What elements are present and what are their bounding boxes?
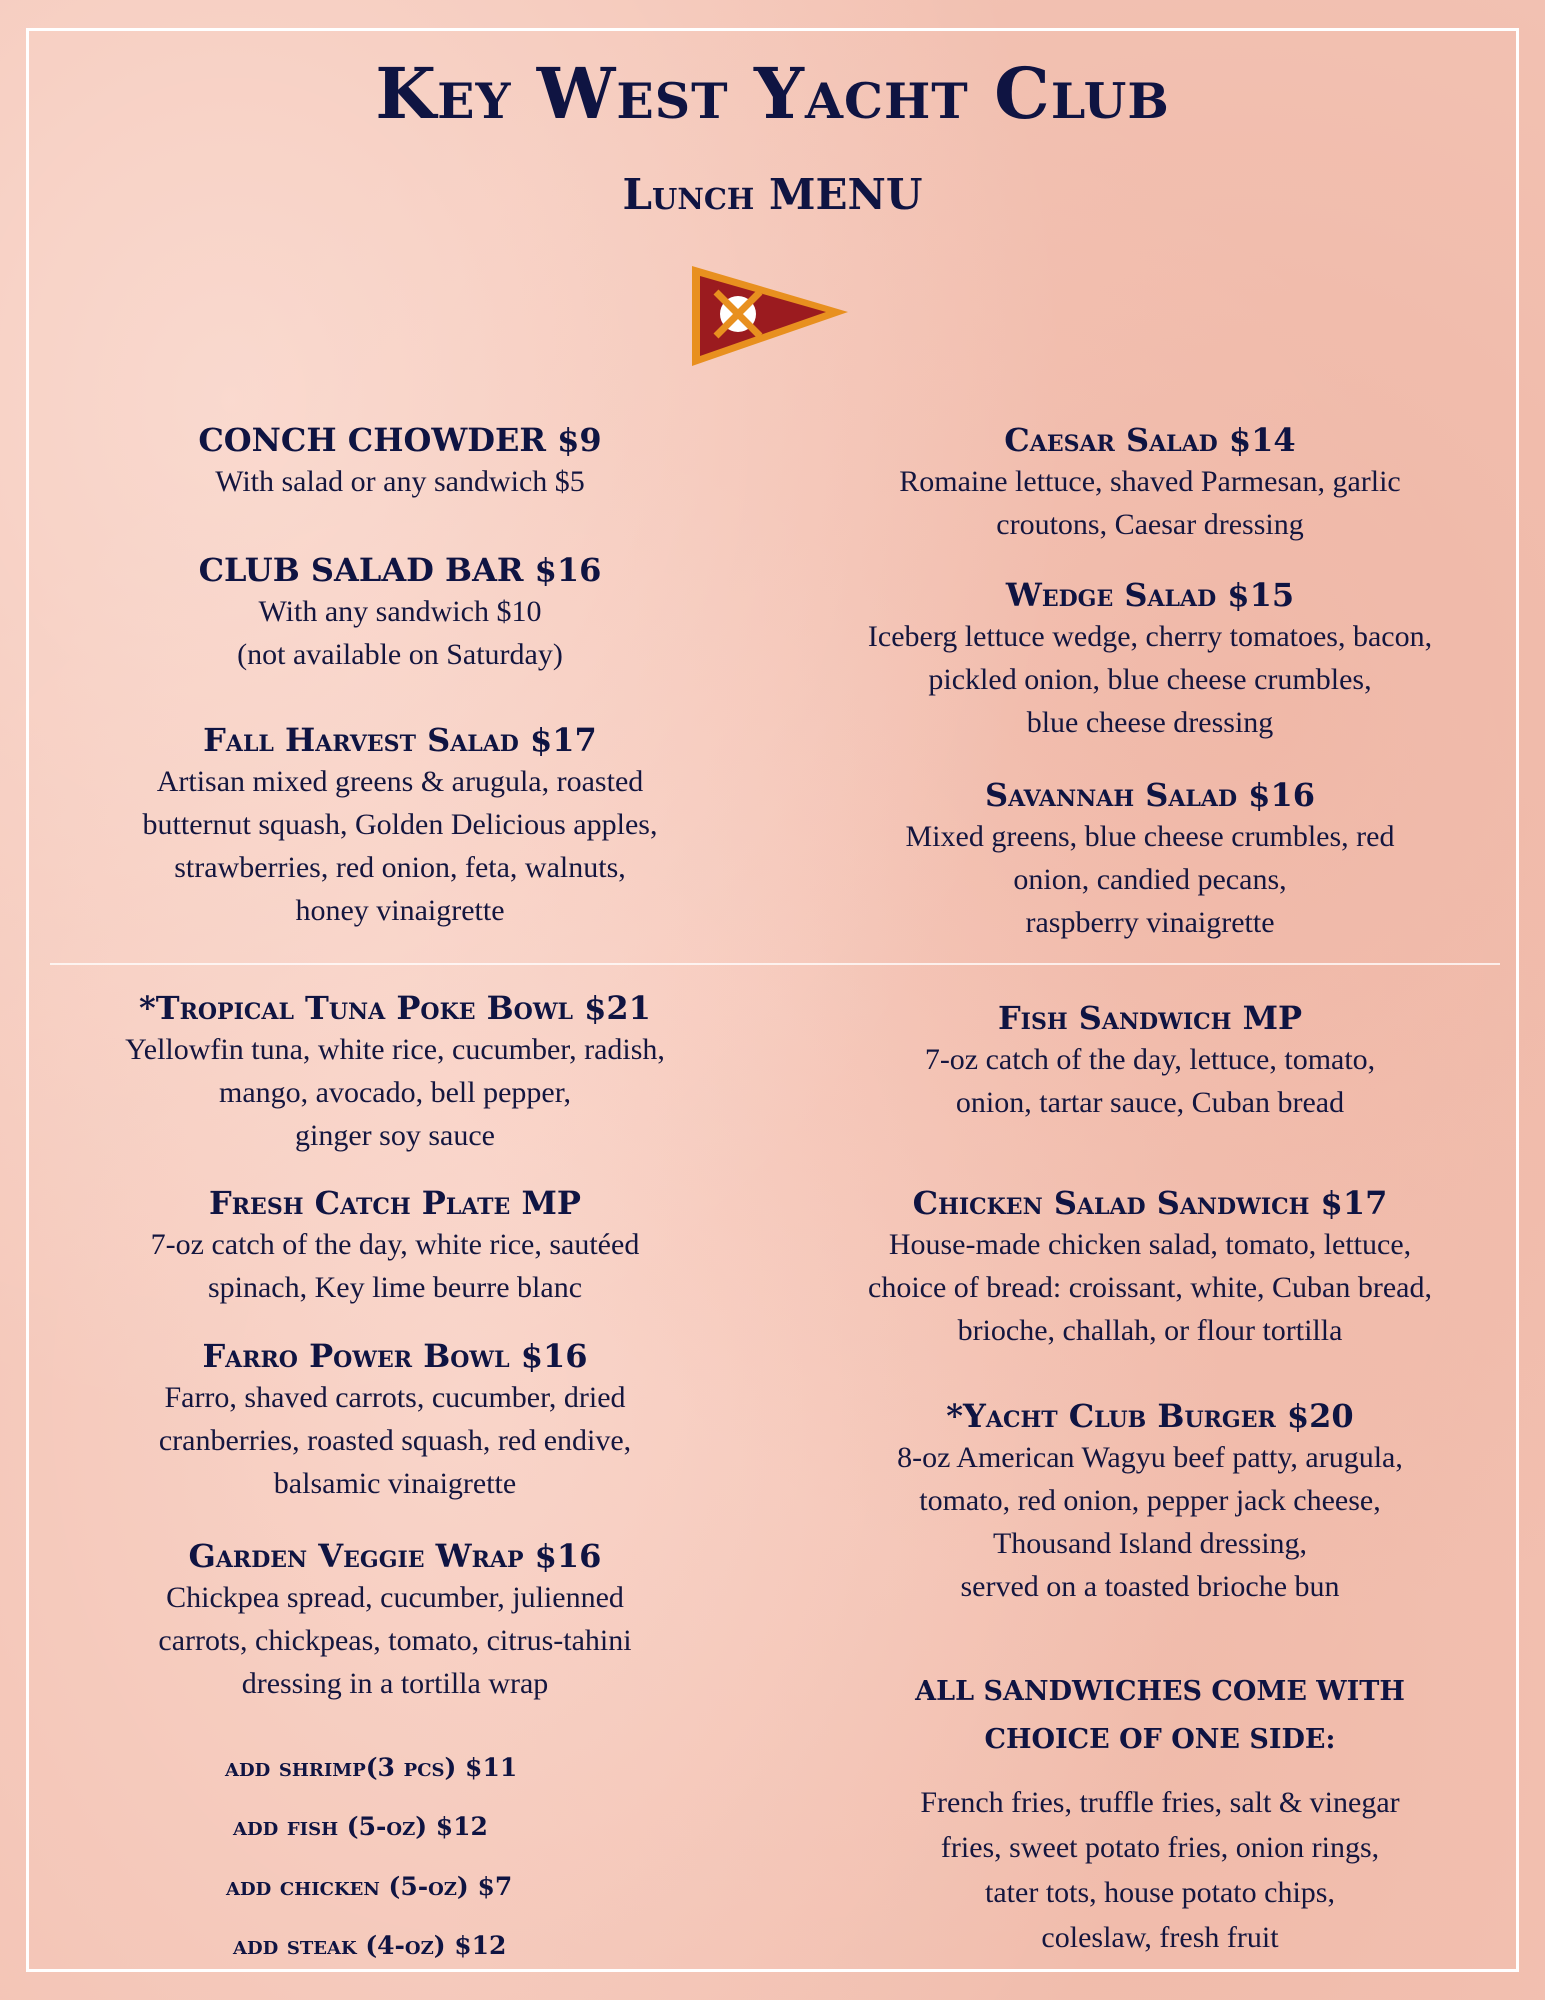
menu-item-desc: onion, tartar sauce, Cuban bread	[955, 1086, 1345, 1119]
menu-item-desc: Farro, shaved carrots, cucumber, dried	[164, 1381, 626, 1414]
menu-item-title: Chicken Salad Sandwich $17	[912, 1184, 1388, 1222]
addon-fish: add fish (5-oz) $12	[233, 1812, 488, 1841]
menu-subtitle: Lunch MENU	[622, 170, 923, 219]
menu-item-desc: (not available on Saturday)	[237, 638, 563, 671]
menu-item-desc: Chickpea spread, cucumber, julienned	[166, 1581, 624, 1614]
menu-item-desc: Yellowfin tuna, white rice, cucumber, radish,	[125, 1033, 665, 1066]
menu-item-title: *Tropical Tuna Poke Bowl $21	[139, 989, 651, 1027]
menu-item-desc: brioche, challah, or flour tortilla	[957, 1314, 1343, 1347]
menu-item-desc: choice of bread: croissant, white, Cuban bread,	[868, 1271, 1432, 1304]
menu-item-desc: House-made chicken salad, tomato, lettuce,	[888, 1228, 1412, 1261]
addon-shrimp: add shrimp(3 pcs) $11	[225, 1753, 518, 1782]
menu-item-fresh-catch-plate	[70, 1183, 720, 1309]
menu-item-title: CONCH CHOWDER $9	[198, 421, 602, 459]
menu-item-club-salad-bar	[80, 550, 720, 676]
menu-item-title: Fresh Catch Plate MP	[209, 1184, 581, 1222]
menu-item-title: Fall Harvest Salad $17	[203, 721, 597, 759]
menu-item-desc: dressing in a tortilla wrap	[241, 1667, 549, 1700]
menu-item-desc: With any sandwich $10	[258, 595, 542, 628]
left-top-column	[80, 420, 720, 940]
menu-item-desc: Thousand Island dressing,	[992, 1527, 1308, 1560]
sides-line: French fries, truffle fries, salt & vinegar	[920, 1786, 1400, 1819]
sides-line: fries, sweet potato fries, onion rings,	[940, 1831, 1380, 1864]
left-bottom-column	[70, 988, 720, 1708]
menu-item-desc: balsamic vinaigrette	[273, 1467, 517, 1500]
menu-item-desc: croutons, Caesar dressing	[996, 508, 1304, 541]
menu-item-desc: honey vinaigrette	[295, 894, 505, 927]
menu-item-title: Caesar Salad $14	[1004, 421, 1296, 459]
menu-item-tuna-poke-bowl	[70, 988, 720, 1157]
menu-item-desc: Mixed greens, blue cheese crumbles, red	[905, 820, 1395, 853]
menu-item-desc: tomato, red onion, pepper jack cheese,	[919, 1484, 1381, 1517]
menu-item-desc: mango, avocado, bell pepper,	[218, 1076, 571, 1109]
sides-heading: ALL SANDWICHES COME WITH	[915, 1676, 1405, 1707]
menu-item-desc: Romaine lettuce, shaved Parmesan, garlic	[899, 465, 1401, 498]
menu-item-title: Garden Veggie Wrap $16	[188, 1537, 602, 1575]
burgee-flag-icon	[688, 262, 853, 370]
menu-title: Key West Yacht Club	[375, 52, 1170, 135]
menu-item-desc: pickled onion, blue cheese crumbles,	[928, 663, 1372, 696]
menu-item-title: *Yacht Club Burger $20	[946, 1397, 1354, 1435]
menu-item-desc: served on a toasted brioche bun	[960, 1570, 1340, 1603]
menu-item-title: Wedge Salad $15	[1005, 576, 1295, 614]
menu-item-desc: Iceberg lettuce wedge, cherry tomatoes, bacon,	[867, 620, 1433, 653]
menu-item-desc: 8-oz American Wagyu beef patty, arugula,	[897, 1441, 1403, 1474]
menu-item-desc: 7-oz catch of the day, white rice, sautéed	[150, 1228, 640, 1261]
menu-item-conch-chowder	[80, 420, 720, 503]
menu-item-caesar-salad	[810, 420, 1490, 546]
menu-item-farro-power-bowl	[70, 1336, 720, 1505]
menu-item-desc: With salad or any sandwich $5	[215, 465, 585, 498]
menu-item-desc: cranberries, roasted squash, red endive,	[158, 1424, 632, 1457]
menu-item-desc: 7-oz catch of the day, lettuce, tomato,	[924, 1043, 1376, 1076]
sides-line: coleslaw, fresh fruit	[1041, 1921, 1279, 1954]
menu-item-desc: butternut squash, Golden Delicious apples,	[142, 808, 658, 841]
menu-item-title: Fish Sandwich MP	[997, 999, 1303, 1037]
menu-item-desc: onion, candied pecans,	[1013, 863, 1287, 896]
menu-item-fish-sandwich	[810, 998, 1490, 1124]
menu-item-wedge-salad	[810, 575, 1490, 744]
sides-heading-line2: CHOICE OF ONE SIDE:	[984, 1724, 1336, 1755]
menu-item-chicken-salad-sandwich	[810, 1183, 1490, 1352]
menu-item-garden-veggie-wrap	[70, 1536, 720, 1705]
addon-steak: add steak (4-oz) $12	[233, 1931, 507, 1960]
menu-item-desc: strawberries, red onion, feta, walnuts,	[174, 851, 626, 884]
sides-list	[820, 1780, 1500, 1960]
section-divider	[50, 963, 1500, 965]
menu-item-fall-harvest-salad	[80, 720, 720, 932]
menu-item-desc: blue cheese dressing	[1026, 706, 1274, 739]
menu-item-savannah-salad	[810, 775, 1490, 944]
menu-item-desc: Artisan mixed greens & arugula, roasted	[156, 765, 644, 798]
right-top-column	[810, 420, 1490, 950]
sides-line: tater tots, house potato chips,	[985, 1876, 1335, 1909]
right-bottom-column	[810, 998, 1490, 1618]
menu-item-desc: ginger soy sauce	[295, 1119, 495, 1152]
menu-item-title: Savannah Salad $16	[985, 776, 1315, 814]
menu-item-desc: spinach, Key lime beurre blanc	[207, 1271, 583, 1304]
addon-chicken: add chicken (5-oz) $7	[226, 1872, 513, 1901]
menu-item-title: CLUB SALAD BAR $16	[198, 551, 602, 589]
menu-item-yacht-club-burger	[810, 1396, 1490, 1608]
menu-item-desc: raspberry vinaigrette	[1025, 906, 1275, 939]
menu-item-title: Farro Power Bowl $16	[202, 1337, 588, 1375]
menu-item-desc: carrots, chickpeas, tomato, citrus-tahini	[158, 1624, 632, 1657]
